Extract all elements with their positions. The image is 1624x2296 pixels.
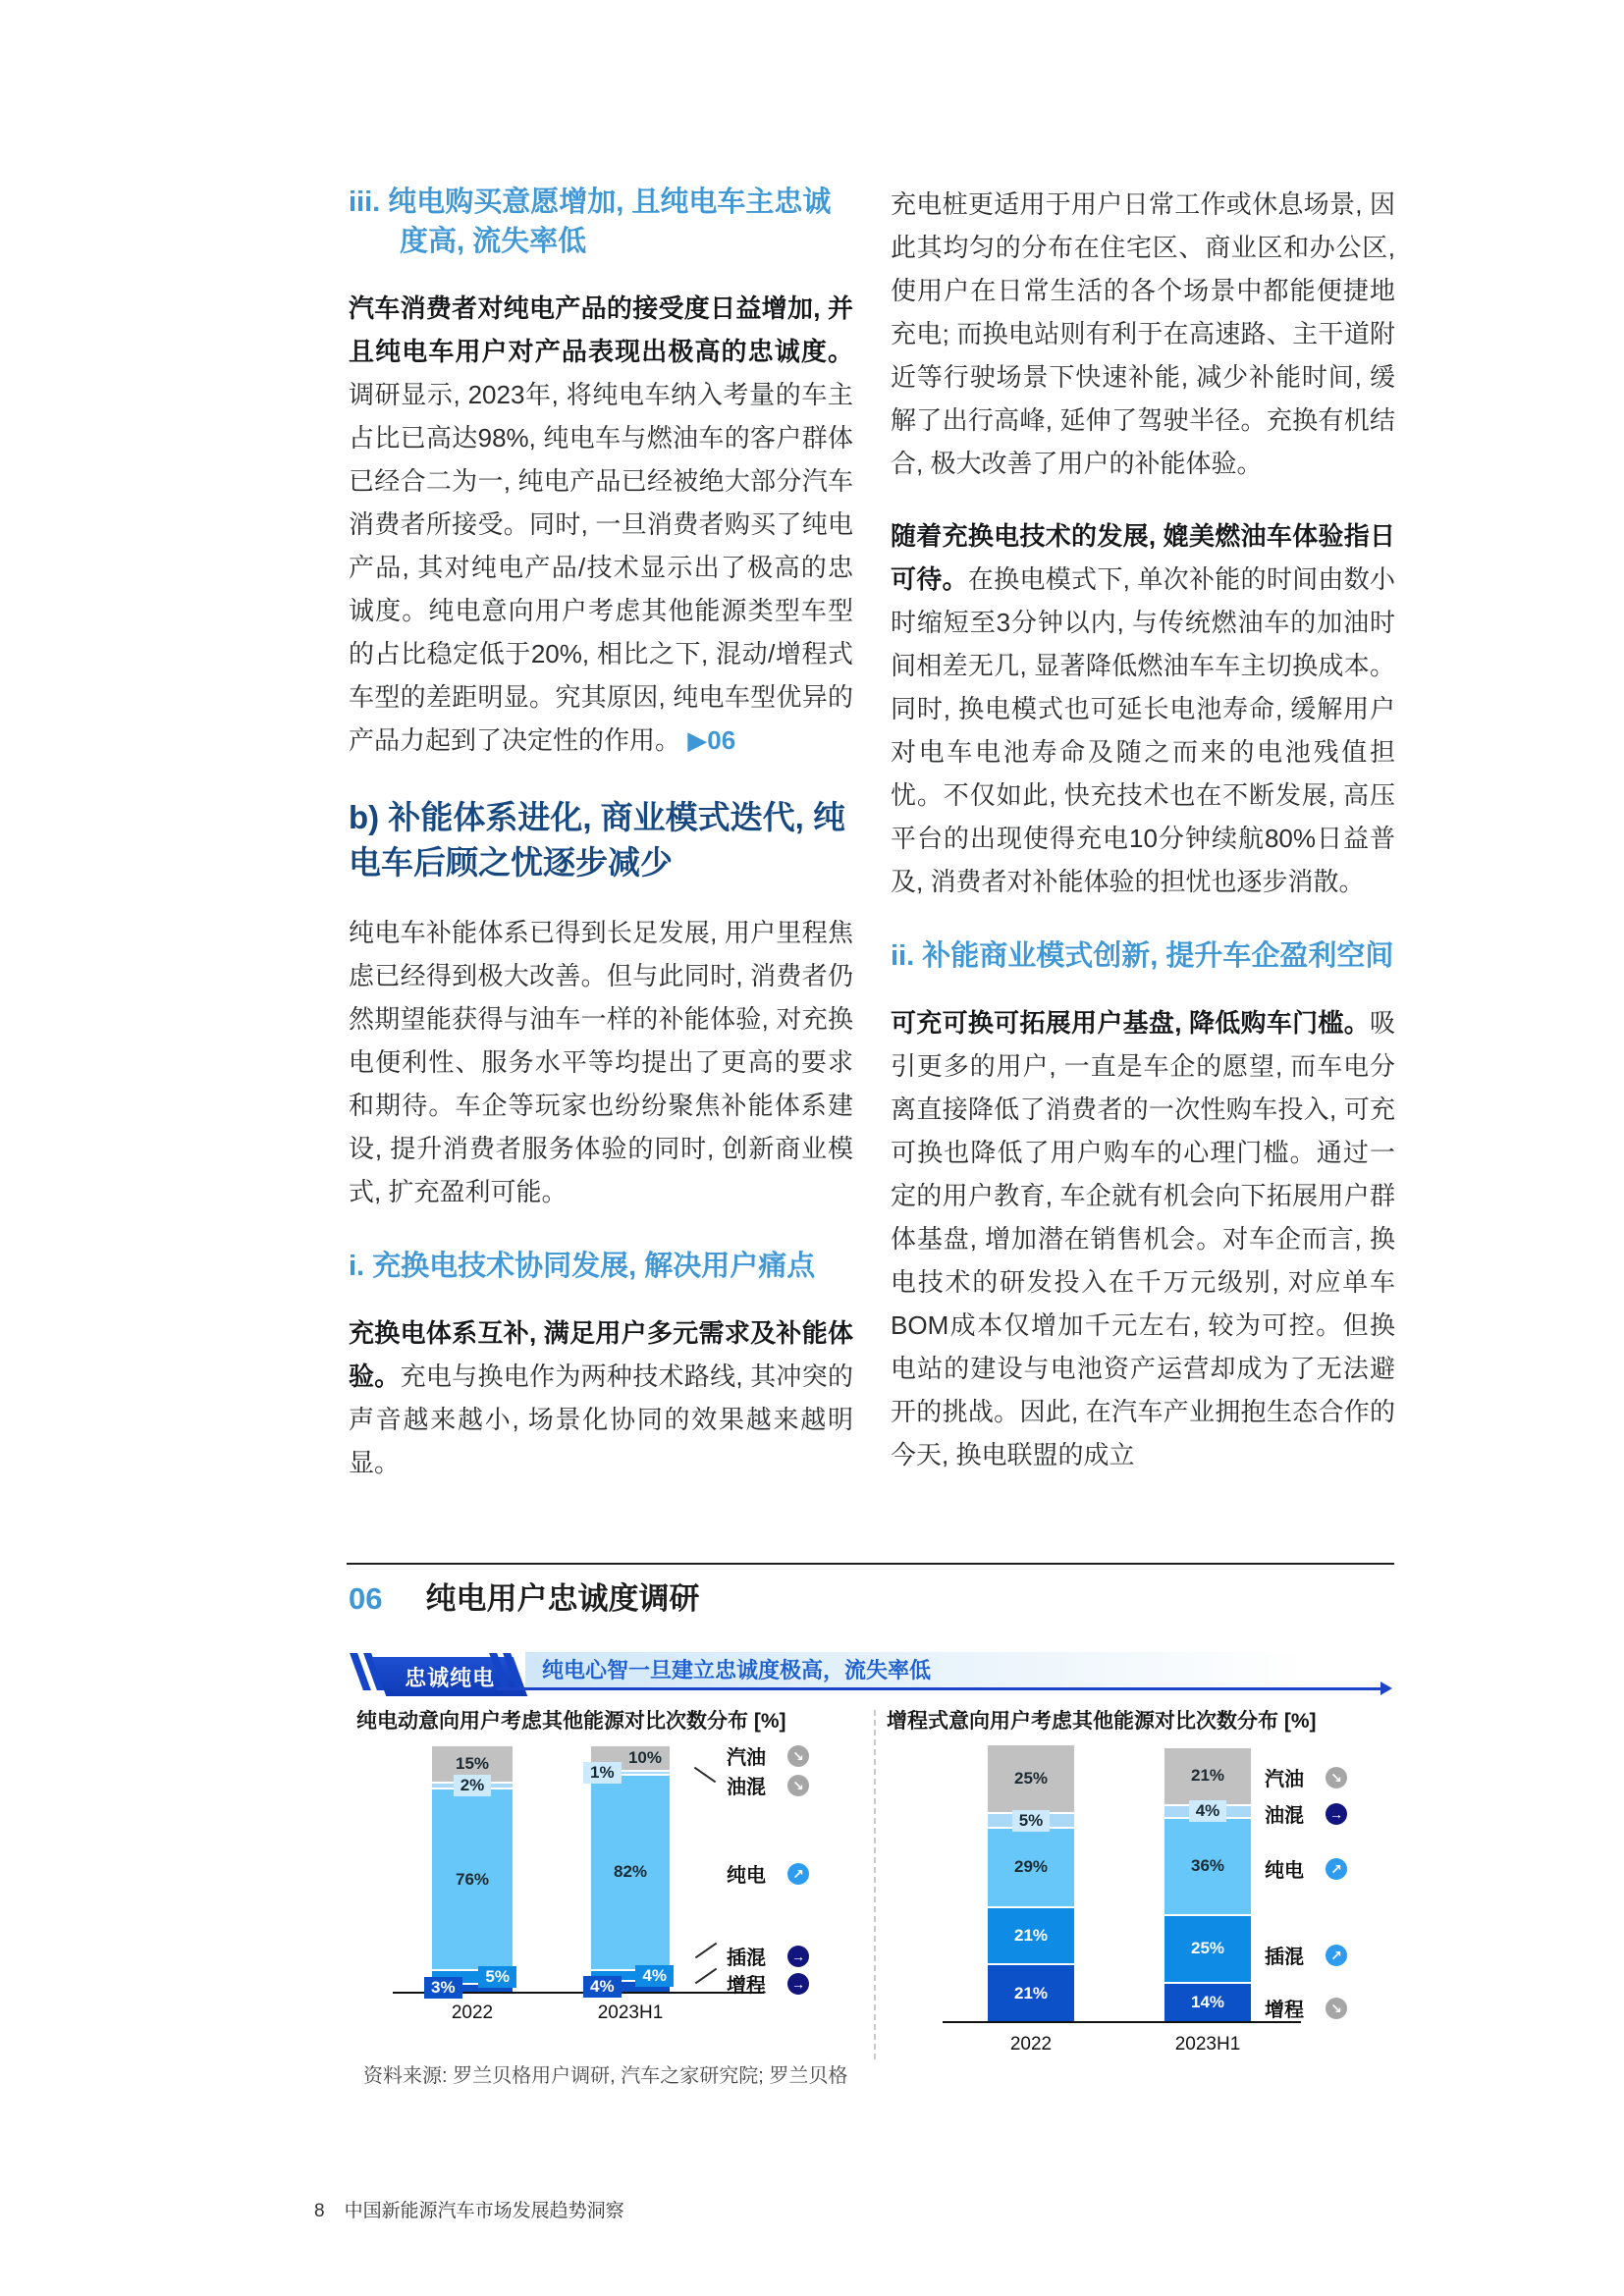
banner-underline-arrow-icon <box>1380 1682 1392 1695</box>
trend-down-icon: ↘ <box>1326 1998 1347 2019</box>
x-label-2022: 2022 <box>1009 2034 1053 2055</box>
segment-label: 3% <box>424 1977 462 1999</box>
segment-label: 14% <box>1190 1993 1225 2012</box>
exhibit-header <box>349 1574 699 1618</box>
bar-2023h1 <box>1164 1748 1251 2021</box>
segment-label: 4% <box>583 1976 622 1998</box>
paragraph-1 <box>349 287 853 762</box>
segment-bev <box>591 1776 670 1969</box>
legend-item-gasoline <box>1265 1763 1347 1791</box>
banner-underline <box>496 1687 1382 1690</box>
paragraph-2: 纯电车补能体系已得到长足发展, 用户里程焦虑已经得到极大改善。但与此同时, 消费者仍然期望能获得与油车一样的补能体验, 对充换电便利性、服务水平等均提出了更高的要求和期待。车企等玩家也纷纷聚焦补能体系建设, 提升消费者服务体验的同时, 创新商业模式, 扩充盈利可能。 <box>349 918 853 1206</box>
trend-up-icon: ↗ <box>1326 1858 1347 1880</box>
legend-item-bev <box>727 1859 809 1888</box>
segment-gasoline <box>988 1745 1074 1812</box>
segment-label: 1% <box>583 1762 622 1784</box>
trend-down-icon: ↘ <box>787 1775 809 1796</box>
segment-label: 4% <box>635 1965 674 1987</box>
paragraph-5-rest: 在换电模式下, 单次补能的时间由数小时缩短至3分钟以内, 与传统燃油车的加油时间相差无几, 显著降低燃油车车主切换成本。同时, 换电模式也可延长电池寿命, 缓解用户对电车电池寿命及随之而来的电池残值担忧。不仅如此, 快充技术也在不断发展, 高压平台的出现使得充电10分钟续航80%日益普及, 消费者对补能体验的担忧也逐步消散。 <box>891 564 1395 896</box>
trend-flat-icon: → <box>787 1973 809 1995</box>
segment-bev <box>1164 1819 1251 1914</box>
segment-erev <box>988 1965 1074 2021</box>
segment-label: 21% <box>1013 1925 1049 1945</box>
right-column <box>891 183 1395 1514</box>
legend-label: 插混 <box>1265 1947 1304 1968</box>
paragraph-3 <box>349 1311 853 1484</box>
exhibit-title: 纯电用户忠诚度调研 <box>425 1581 700 1616</box>
paragraph-5-lead: 随着充换电技术的发展, 媲美燃油车体验指日可待。 <box>891 521 1395 594</box>
paragraph-5 <box>891 514 1395 903</box>
legend-item-phev <box>1265 1941 1347 1969</box>
segment-oil-hybrid <box>590 1762 670 1782</box>
paragraph-6 <box>891 1001 1395 1476</box>
legend-label: 插混 <box>727 1948 766 1969</box>
right-chart-plot <box>943 1745 1301 2023</box>
legend-item-oil-hybrid <box>1265 1799 1347 1828</box>
exhibit-divider <box>347 1563 1394 1565</box>
segment-bev <box>988 1829 1074 1905</box>
segment-phev <box>988 1908 1074 1964</box>
chart-separator <box>874 1710 876 2059</box>
trend-up-icon: ↗ <box>1326 1945 1347 1966</box>
page-footer <box>314 2196 624 2222</box>
bar-2022 <box>988 1745 1074 2021</box>
segment-label: 76% <box>455 1869 490 1889</box>
legend-item-phev <box>727 1942 809 1970</box>
heading-i: i. 充换电技术协同发展, 解决用户痛点 <box>349 1251 816 1282</box>
exhibit-06-reference[interactable]: ▶06 <box>687 725 736 755</box>
trend-down-icon: ↘ <box>787 1745 809 1767</box>
paragraph-6-lead: 可充可换可拓展用户基盘, 降低购车门槛。 <box>891 1008 1370 1038</box>
source-note: 资料来源: 罗兰贝格用户调研, 汽车之家研究院; 罗兰贝格 <box>363 2065 848 2087</box>
segment-label: 15% <box>455 1753 490 1773</box>
banner-tag-label: 忠诚纯电 <box>405 1665 496 1690</box>
bar-2022 <box>431 1746 513 1998</box>
segment-gasoline <box>1164 1748 1251 1804</box>
segment-oil-hybrid <box>1164 1801 1251 1821</box>
legend-item-erev <box>1265 1994 1347 2022</box>
paragraph-1-lead: 汽车消费者对纯电产品的接受度日益增加, 并且纯电车用户对产品表现出极高的忠诚度。 <box>349 294 853 366</box>
legend-label: 汽油 <box>727 1747 766 1769</box>
x-label-2022: 2022 <box>451 2002 494 2023</box>
paragraph-4: 充电桩更适用于用户日常工作或休息场景, 因此其均匀的分布在住宅区、商业区和办公区, 使用户在日常生活的各个场景中都能便捷地充电; 而换电站则有利于在高速路、主干道附近等行驶场景下快速补能, 减少补能时间, 缓解了出行高峰, 延伸了驾驶半径。充换有机结合, 极大改善了用户的补能体验。 <box>891 189 1395 478</box>
segment-label: 10% <box>627 1747 662 1767</box>
right-chart-title: 增程式意向用户考虑其他能源对比次数分布 [%] <box>887 1710 1317 1733</box>
heading-ii: ii. 补能商业模式创新, 提升车企盈利空间 <box>891 940 1394 972</box>
x-label-2023h1: 2023H1 <box>597 2002 664 2023</box>
legend-label: 增程 <box>727 1975 766 1997</box>
segment-label: 5% <box>1012 1810 1051 1832</box>
segment-label: 4% <box>1189 1800 1227 1822</box>
segment-bev <box>432 1789 513 1968</box>
bar-2023h1 <box>590 1746 670 1997</box>
segment-erev <box>1164 1984 1251 2021</box>
legend-item-bev <box>1265 1854 1347 1883</box>
segment-phev <box>1164 1916 1251 1983</box>
left-column <box>349 183 853 1514</box>
legend-label: 油混 <box>727 1777 766 1798</box>
paragraph-3-rest: 充电与换电作为两种技术路线, 其冲突的声音越来越小, 场景化协同的效果越来越明显。 <box>349 1362 853 1477</box>
paragraph-3-lead: 充换电体系互补, 满足用户多元需求及补能体验。 <box>349 1318 853 1391</box>
paragraph-1-rest: 调研显示, 2023年, 将纯电车纳入考量的车主占比已高达98%, 纯电车与燃油车的客户群体已经合二为一, 纯电产品已经被绝大部分汽车消费者所接受。同时, 一旦消费者购买了纯电产品, 其对纯电产品/技术显示出了极高的忠诚度。纯电意向用户考虑其他能源类型车型的占比稳定低于20%, 相比之下, 混动/增程式车型的差距明显。究其原因, 纯电车型优异的产品力起到了决定性的作用。 <box>349 380 853 755</box>
legend-label: 纯电 <box>1265 1860 1304 1882</box>
document-title: 中国新能源汽车市场发展趋势洞察 <box>344 2201 624 2221</box>
segment-oil-hybrid <box>432 1776 513 1795</box>
legend-label: 汽油 <box>1265 1769 1304 1790</box>
legend-item-oil-hybrid <box>727 1771 809 1799</box>
page-number: 8 <box>314 2201 325 2221</box>
left-chart-title: 纯电动意向用户考虑其他能源对比次数分布 [%] <box>356 1710 786 1733</box>
segment-label: 21% <box>1013 1983 1049 2002</box>
trend-flat-icon: → <box>1326 1803 1347 1825</box>
legend-label: 增程 <box>1265 2000 1304 2021</box>
trend-up-icon: ↗ <box>787 1863 809 1885</box>
text-columns <box>349 183 1395 1514</box>
segment-label: 82% <box>613 1862 648 1882</box>
legend-item-erev <box>727 1969 809 1998</box>
segment-oil-hybrid <box>988 1810 1074 1830</box>
segment-label: 5% <box>478 1966 516 1988</box>
banner-statement: 纯电心智一旦建立忠诚度极高，流失率低 <box>542 1658 932 1682</box>
heading-b: b) 补能体系进化, 商业模式迭代, 纯电车后顾之忧逐步减少 <box>349 799 845 881</box>
legend-label: 油混 <box>1265 1805 1304 1827</box>
legend-item-gasoline <box>727 1741 809 1770</box>
left-chart-plot <box>393 1745 764 1998</box>
x-label-2023h1: 2023H1 <box>1174 2034 1241 2055</box>
segment-label: 36% <box>1190 1856 1225 1876</box>
heading-iii: iii. 纯电购买意愿增加, 且纯电车主忠诚度高, 流失率低 <box>349 187 832 257</box>
trend-down-icon: ↘ <box>1326 1767 1347 1789</box>
segment-label: 21% <box>1190 1766 1225 1786</box>
segment-label: 25% <box>1013 1769 1049 1789</box>
segment-label: 25% <box>1190 1939 1225 1958</box>
trend-flat-icon: → <box>787 1946 809 1967</box>
legend-label: 纯电 <box>727 1865 766 1887</box>
segment-label: 29% <box>1013 1857 1049 1877</box>
paragraph-6-rest: 吸引更多的用户, 一直是车企的愿望, 而车电分离直接降低了消费者的一次性购车投入, 可充可换也降低了用户购车的心理门槛。通过一定的用户教育, 车企就有机会向下拓展用户群体基盘, 增加潜在销售机会。对车企而言, 换电技术的研发投入在千万元级别, 对应单车BOM成本仅增加千元左右, 较为可控。但换电站的建设与电池资产运营却成为了无法避开的挑战。因此, 在汽车产业拥抱生态合作的今天, 换电联盟的成立 <box>891 1008 1395 1469</box>
segment-label: 2% <box>454 1775 492 1796</box>
exhibit-number: 06 <box>349 1581 383 1616</box>
